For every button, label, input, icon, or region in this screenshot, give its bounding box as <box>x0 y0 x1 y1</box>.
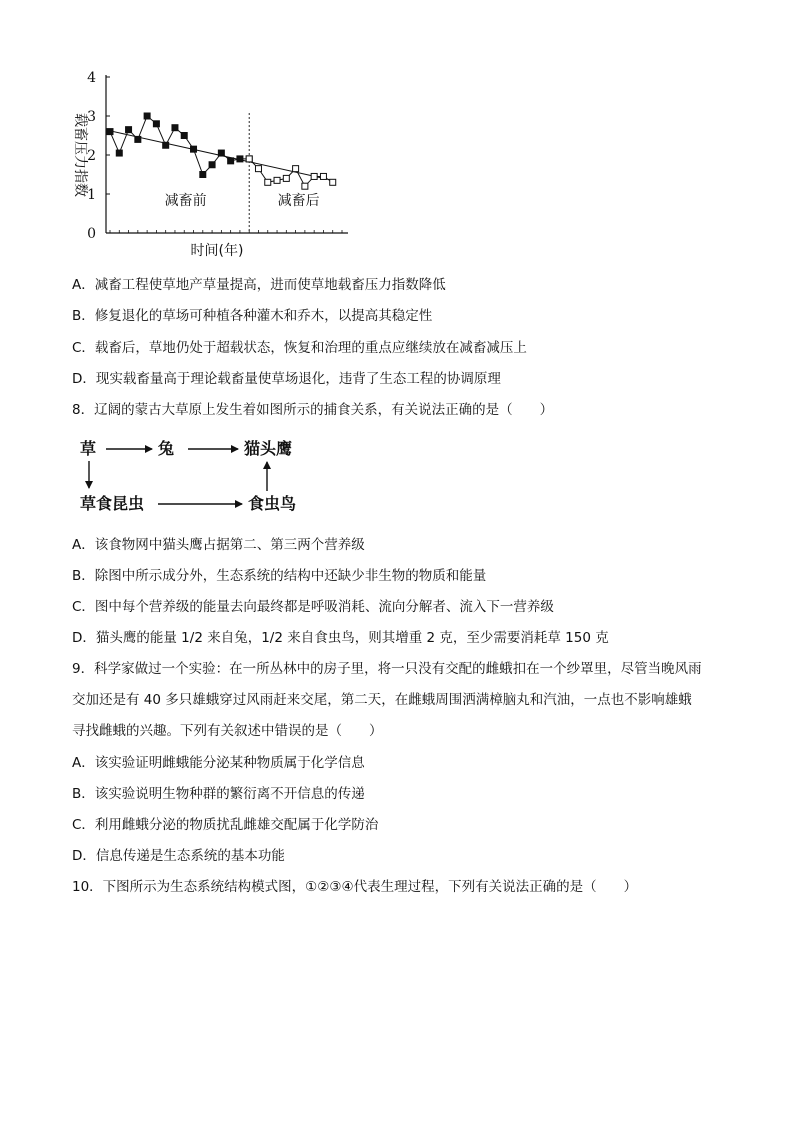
region-label-before: 减畜前 <box>164 192 207 209</box>
data-point <box>107 129 113 135</box>
data-point <box>209 162 215 168</box>
y-tick-label: 2 <box>87 148 96 164</box>
chart-canvas <box>70 65 370 265</box>
q9-stem-line-3: 寻找雌蛾的兴趣。下列有关叙述中错误的是（ ） <box>72 723 383 739</box>
data-point <box>320 173 326 179</box>
data-point <box>218 150 224 156</box>
y-tick-label: 4 <box>87 70 96 86</box>
q8-option-b: B．除图中所示成分外，生态系统的结构中还缺少非生物的物质和能量 <box>72 568 487 584</box>
y-tick-label: 3 <box>87 109 96 125</box>
node-bird: 食虫鸟 <box>248 494 297 513</box>
data-point <box>330 179 336 185</box>
data-point <box>172 125 178 131</box>
data-point <box>283 175 289 181</box>
data-point <box>153 121 159 127</box>
q9-stem-line-2: 交加还是有 40 多只雄蛾穿过风雨赶来交尾，第二天，在雌蛾周围洒满樟脑丸和汽油，一点也不影响雄蛾 <box>72 692 692 708</box>
q9-option-c: C．利用雌蛾分泌的物质扰乱雌雄交配属于化学防治 <box>72 817 379 833</box>
q8-option-a: A．该食物网中猫头鹰占据第二、第三两个营养级 <box>72 537 365 553</box>
data-point <box>302 183 308 189</box>
data-point <box>200 172 206 178</box>
data-point <box>163 142 169 148</box>
q7-option-a: A．减畜工程使草地产草量提高，进而使草地载畜压力指数降低 <box>72 277 446 293</box>
q7-option-c: C．载畜后，草地仍处于超载状态，恢复和治理的重点应继续放在减畜减压上 <box>72 340 527 356</box>
food-web-diagram <box>78 436 318 520</box>
series-line-0 <box>110 116 249 175</box>
pressure-index-chart <box>70 65 370 265</box>
data-point <box>228 158 234 164</box>
y-axis-label: 载畜压力指数 <box>72 113 88 197</box>
y-tick-label: 0 <box>87 226 96 242</box>
q8-option-c: C．图中每个营养级的能量去向最终都是呼吸消耗、流向分解者、流入下一营养级 <box>72 599 554 615</box>
node-grass: 草 <box>80 439 97 458</box>
region-label-after: 减畜后 <box>277 192 320 209</box>
q7-option-d: D．现实载畜量高于理论载畜量使草场退化，违背了生态工程的协调原理 <box>72 371 501 387</box>
data-point <box>135 136 141 142</box>
q10-stem: 10．下图所示为生态系统结构模式图，①②③④代表生理过程，下列有关说法正确的是（ ） <box>72 879 638 895</box>
q9-option-a: A．该实验证明雌蛾能分泌某种物质属于化学信息 <box>72 755 365 771</box>
data-point <box>144 113 150 119</box>
x-axis-label: 时间(年) <box>190 243 244 259</box>
q9-stem-line-1: 9．科学家做过一个实验：在一所丛林中的房子里，将一只没有交配的雌蛾扣在一个纱罩里，尽管当晚风雨 <box>72 661 702 677</box>
q7-option-b: B．修复退化的草场可种植各种灌木和乔木，以提高其稳定性 <box>72 308 433 324</box>
data-point <box>191 146 197 152</box>
q8-option-d: D．猫头鹰的能量 1/2 来自兔，1/2 来自食虫鸟，则其增重 2 克，至少需要消耗草 150 克 <box>72 630 609 646</box>
data-point <box>274 177 280 183</box>
data-point <box>265 179 271 185</box>
data-point <box>246 156 252 162</box>
q9-option-b: B．该实验说明生物种群的繁衍离不开信息的传递 <box>72 786 365 802</box>
data-point <box>255 166 261 172</box>
node-owl: 猫头鹰 <box>244 439 293 458</box>
node-rabbit: 兔 <box>158 439 175 458</box>
data-point <box>116 150 122 156</box>
data-point <box>237 156 243 162</box>
node-insect: 草食昆虫 <box>80 494 145 513</box>
y-tick-label: 1 <box>87 187 96 203</box>
q9-option-d: D．信息传递是生态系统的基本功能 <box>72 848 285 864</box>
series-line-1 <box>249 159 333 186</box>
q8-stem: 8．辽阔的蒙古大草原上发生着如图所示的捕食关系，有关说法正确的是（ ） <box>72 402 554 418</box>
data-point <box>293 166 299 172</box>
data-point <box>311 173 317 179</box>
data-point <box>126 127 132 133</box>
data-point <box>181 133 187 139</box>
